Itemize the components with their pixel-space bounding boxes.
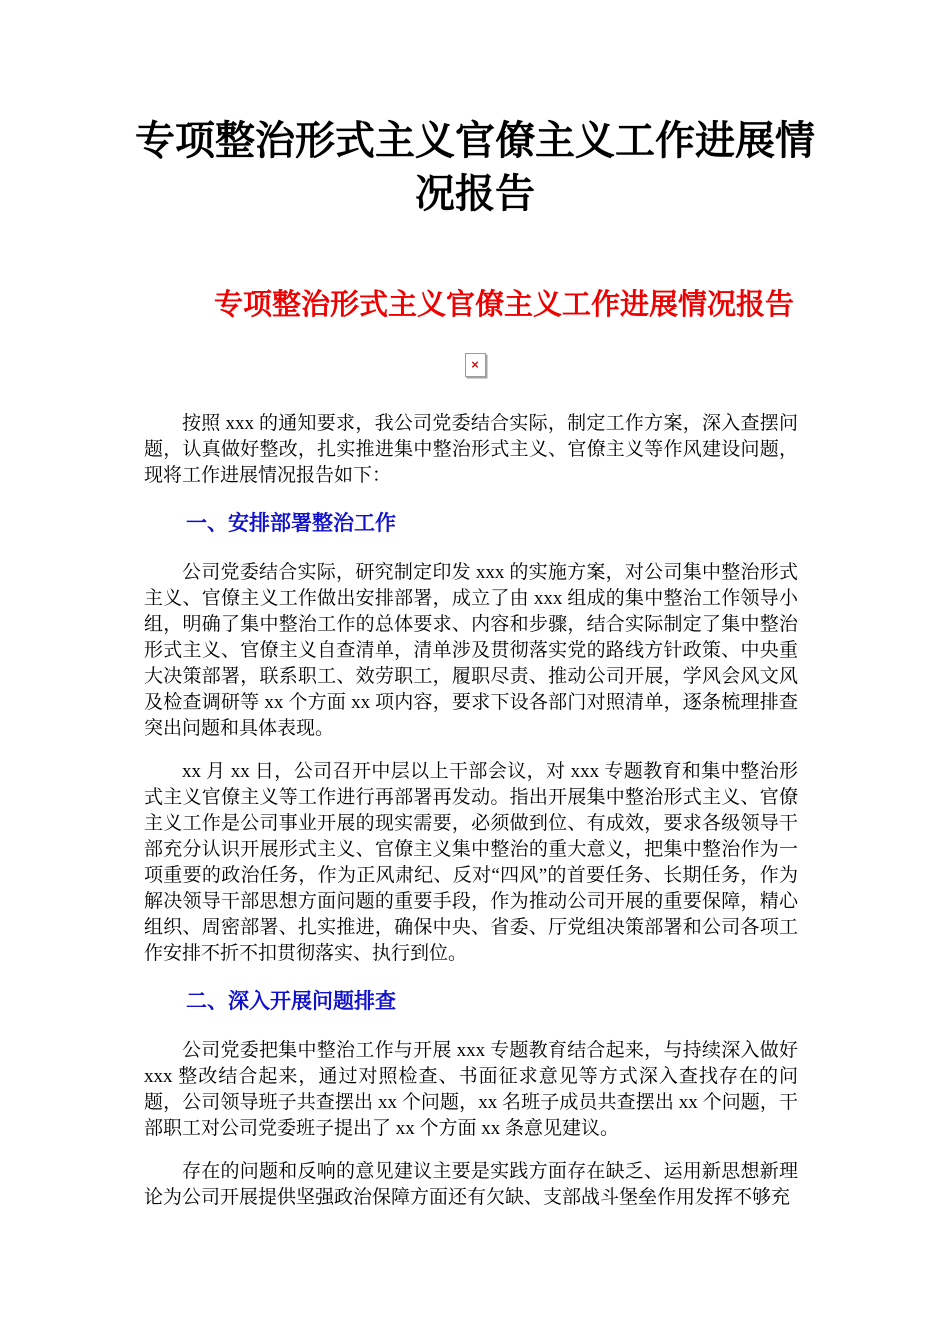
section-1-heading: 一、安排部署整治工作 — [186, 511, 396, 535]
section-1-paragraph-2: xx 月 xx 日，公司召开中层以上干部会议，对 xxx 专题教育和集中整治形式主义官僚主义等工作进行再部署再发动。指出开展集中整治形式主义、官僚主义工作是公司事业开展的现实需要，必须做到位、有成效，要求各级领导干部充分认识开展形式主义、官僚主义集中整治的重大意义，把集中整治作为一项重要的政治任务，作为正风肃纪、反对“四风”的首要任务、长期任务，作为解决领导干部思想方面问题的重要手段，作为推动公司开展的重要保障，精心组织、周密部署、扎实推进，确保中央、省委、厅党组决策部署和公司各项工作安排不折不扣贯彻落实、执行到位。 — [144, 761, 798, 964]
section-1-paragraph-1: 公司党委结合实际，研究制定印发 xxx 的实施方案，对公司集中整治形式主义、官僚主义工作做出安排部署，成立了由 xxx 组成的集中整治工作领导小组，明确了集中整治工作的总体要求、内容和步骤，结合实际制定了集中整治形式主义、官僚主义自查清单，清单涉及贯彻落实党的路线方针政策、中央重大决策部署，联系职工、效劳职工，履职尽责、推动公司开展，学风会风文风及检查调研等 xx 个方面 xx 项内容，要求下设各部门对照清单，逐条梳理排查突出问题和具体表现。 — [144, 562, 798, 739]
image-placeholder-row — [0, 353, 950, 379]
broken-image-icon: × — [465, 353, 486, 377]
article-title: 专项整治形式主义官僚主义工作进展情况报告 — [213, 289, 794, 321]
document-title: 专项整治形式主义官僚主义工作进展情况报告 — [135, 118, 815, 216]
section-2-paragraph-2: 存在的问题和反响的意见建议主要是实践方面存在缺乏、运用新思想新理论为公司开展提供坚强政治保障方面还有欠缺、支部战斗堡垒作用发挥不够充 — [144, 1161, 798, 1208]
intro-paragraph: 按照 xxx 的通知要求，我公司党委结合实际，制定工作方案，深入查摆问题，认真做好整改，扎实推进集中整治形式主义、官僚主义等作风建设问题，现将工作进展情况报告如下： — [144, 413, 798, 486]
section-2-heading: 二、深入开展问题排查 — [186, 989, 396, 1013]
section-2-paragraph-1: 公司党委把集中整治工作与开展 xxx 专题教育结合起来，与持续深入做好 xxx 整改结合起来，通过对照检查、书面征求意见等方式深入查找存在的问题，公司领导班子共查摆出 xx 个问题，xx 名班子成员共查摆出 xx 个问题，干部职工对公司党委班子提出了 xx 个方面 xx 条意见建议。 — [144, 1040, 798, 1139]
